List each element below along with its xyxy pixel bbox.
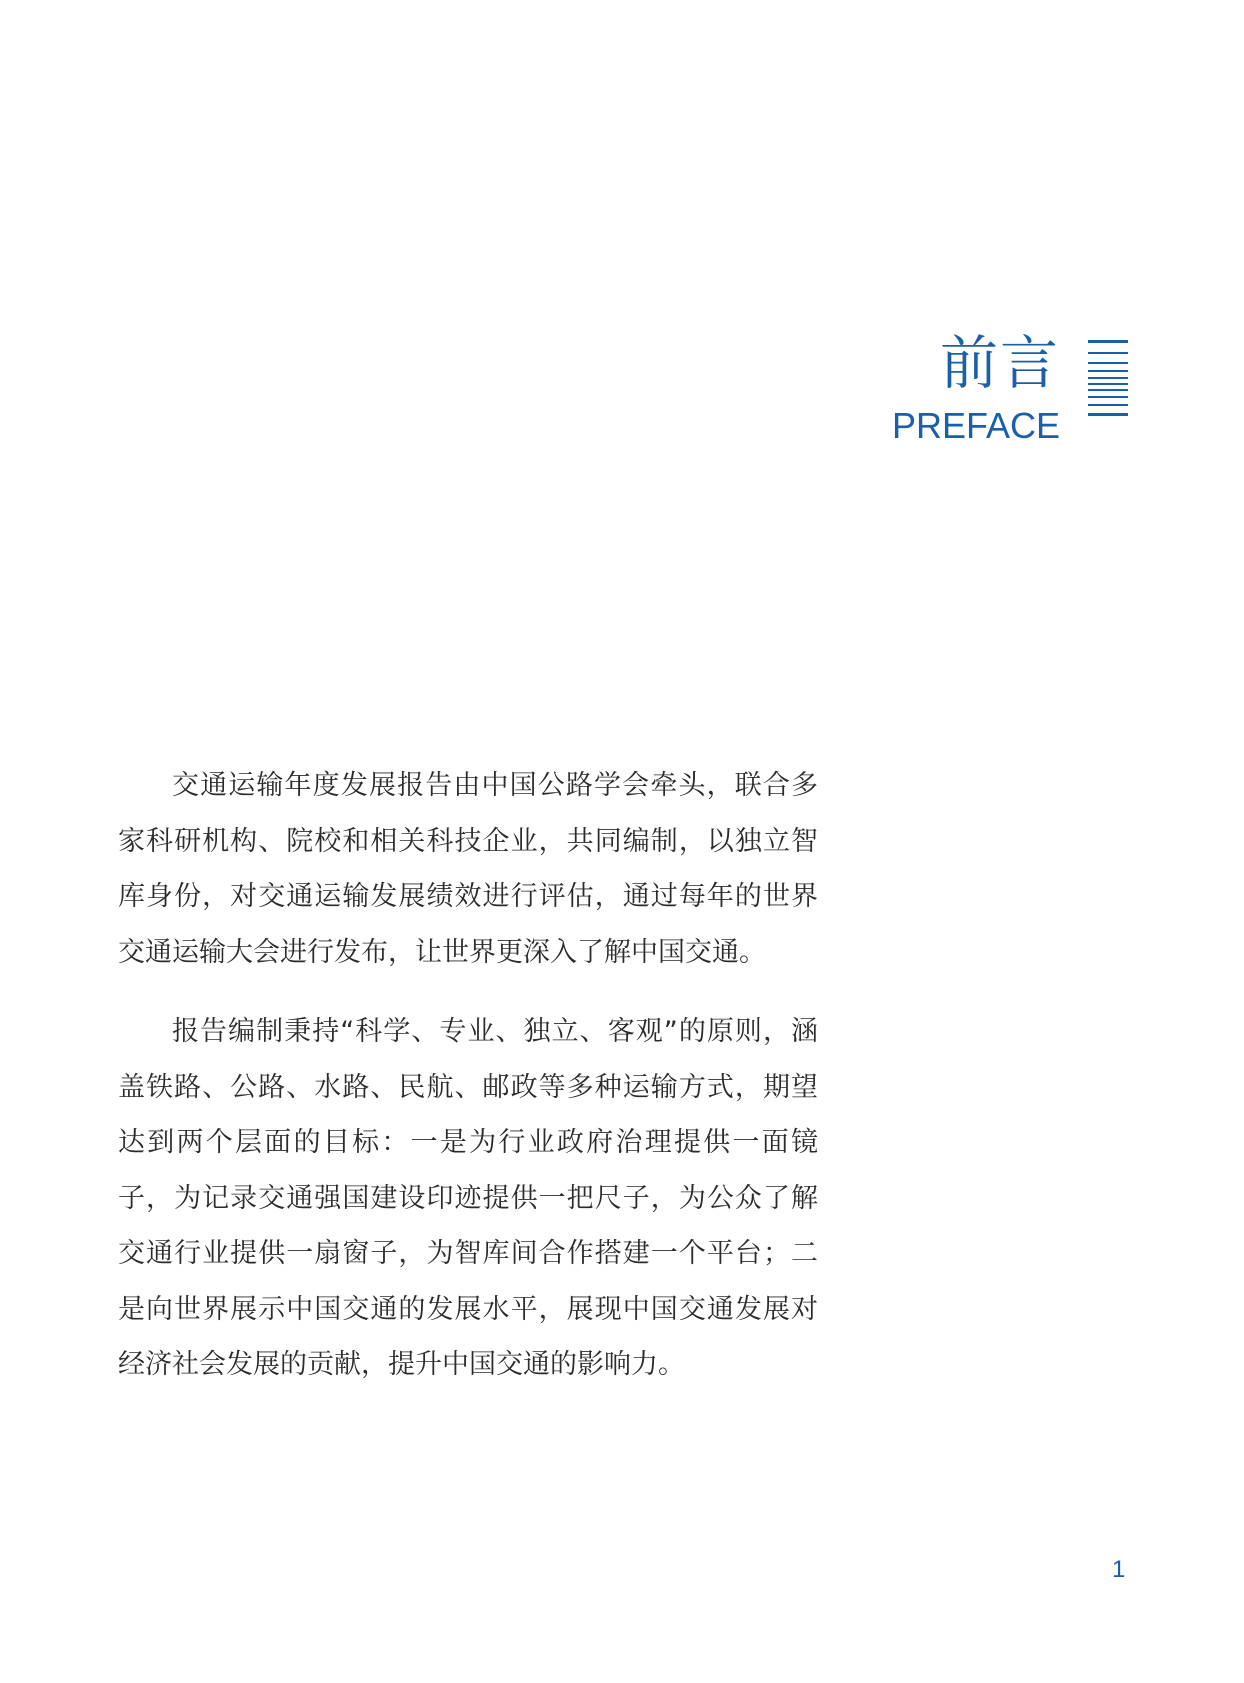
heading-title-cn: 前言 [939, 329, 1060, 397]
paragraph: 交通运输年度发展报告由中国公路学会牵头，联合多家科研机构、院校和相关科技企业，共同编制，以独立智库身份，对交通运输发展绩效进行评估，通过每年的世界交通运输大会进行发布，让世界更深入了解中国交通。 [118, 770, 818, 968]
decorative-stripes-icon [1088, 340, 1128, 444]
paragraph: 报告编制秉持“科学、专业、独立、客观”的原则，涵盖铁路、公路、水路、民航、邮政等多种运输方式，期望达到两个层面的目标：一是为行业政府治理提供一面镜子，为记录交通强国建设印迹提供一把尺子，为公众了解交通行业提供一扇窗子，为智库间合作搭建一个平台；二是向世界展示中国交通的发展水平，展现中国交通发展对经济社会发展的贡献，提升中国交通的影响力。 [118, 1016, 818, 1380]
heading-title-en: PREFACE [891, 405, 1060, 446]
page-number: 1 [1112, 1556, 1126, 1583]
section-heading [892, 328, 1060, 448]
preface-body [118, 758, 818, 1417]
